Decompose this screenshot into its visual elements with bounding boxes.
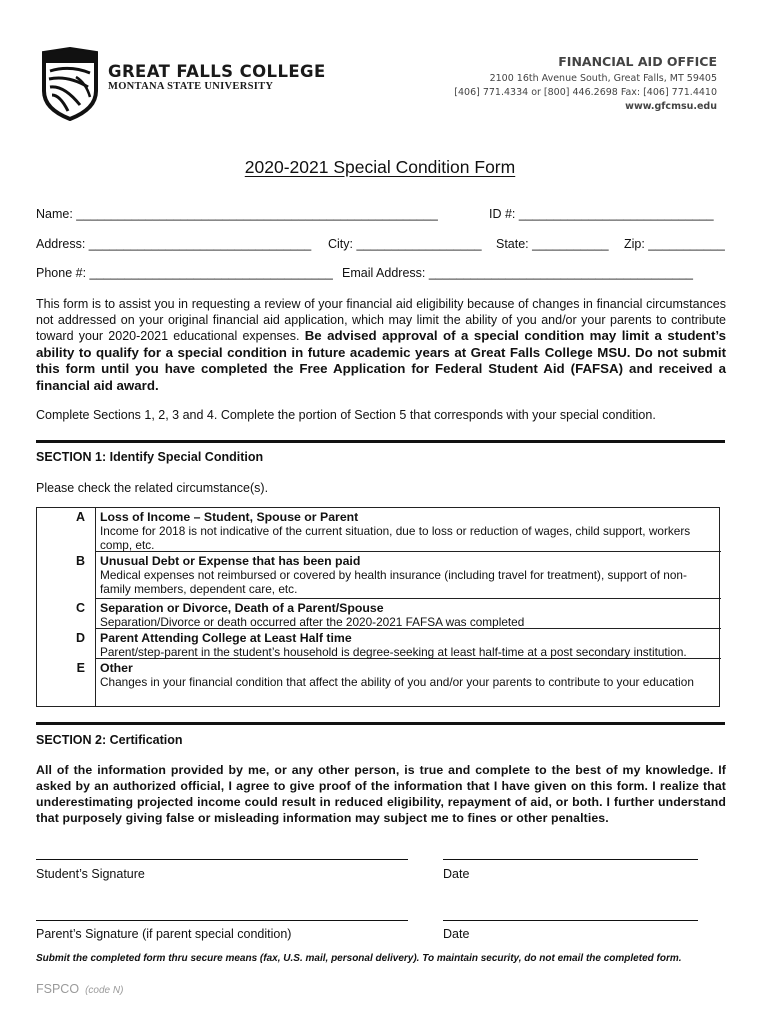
intro-text: This form is to assist you in requesting a review of your financial aid eligibility because of changes in financial circumstances not addressed on your original financial aid application, which may limit the ability of you and/or your parents to contribute toward your 2020-2021 educational expenses. bbox=[36, 297, 726, 343]
condition-row-a bbox=[96, 508, 721, 552]
student-signature-line[interactable] bbox=[36, 859, 408, 860]
form-code-note: (code N) bbox=[85, 985, 124, 996]
id-field[interactable]: ID #: ____________________________ bbox=[489, 207, 714, 221]
form-code bbox=[36, 982, 123, 996]
name-field[interactable]: Name: ____________________________________________________ bbox=[36, 207, 438, 221]
condition-checkbox-d[interactable]: D bbox=[75, 631, 85, 645]
office-phones: [406] 771.4334 or [800] 446.2698 Fax: [406] 771.4410 bbox=[454, 87, 717, 98]
condition-description: Changes in your financial condition that affect the ability of you and/or your parents to contribute to your education bbox=[100, 675, 694, 689]
condition-description: Medical expenses not reimbursed or covered by health insurance (including travel for treatment), support of non-family members, dependent care, etc. bbox=[100, 568, 687, 596]
condition-checkbox-b[interactable]: B bbox=[75, 554, 85, 568]
condition-row-c bbox=[96, 599, 721, 629]
section-divider bbox=[36, 722, 725, 725]
condition-checkbox-c[interactable]: C bbox=[75, 601, 85, 615]
condition-row-b bbox=[96, 552, 721, 599]
condition-title: Other bbox=[100, 661, 133, 675]
office-address: 2100 16th Avenue South, Great Falls, MT 59405 bbox=[489, 73, 717, 84]
city-field[interactable]: City: __________________ bbox=[328, 237, 482, 251]
condition-description: Separation/Divorce or death occurred after the 2020-2021 FAFSA was completed bbox=[100, 615, 525, 629]
certification-text: All of the information provided by me, or any other person, is true and complete to the best of my knowledge. If asked by an authorized official, I agree to give proof of the information that I have given on this form. I realize that underestimating projected income could result in reduced eligibility, repayment of aid, or both. I further understand that purposely giving false or misleading information may subject me to fines or other penalties. bbox=[36, 763, 726, 825]
section1-prompt: Please check the related circumstance(s). bbox=[36, 481, 269, 495]
state-field[interactable]: State: ___________ bbox=[496, 237, 609, 251]
condition-checkbox-a[interactable]: A bbox=[75, 510, 85, 524]
condition-letter-column bbox=[37, 508, 95, 706]
college-name: GREAT FALLS COLLEGE bbox=[108, 62, 326, 81]
condition-title: Separation or Divorce, Death of a Parent/Spouse bbox=[100, 601, 384, 615]
intro-paragraph bbox=[36, 297, 726, 394]
condition-title: Loss of Income – Student, Spouse or Parent bbox=[100, 510, 359, 524]
condition-row-e bbox=[96, 659, 721, 706]
condition-title: Parent Attending College at Least Half time bbox=[100, 631, 352, 645]
condition-row-d bbox=[96, 629, 721, 659]
form-code-text: FSPCO bbox=[36, 982, 80, 996]
condition-description: Parent/step-parent in the student’s household is degree-seeking at least half-time at a post secondary institution. bbox=[100, 645, 687, 659]
student-date-label: Date bbox=[443, 867, 470, 881]
section1-title: SECTION 1: Identify Special Condition bbox=[36, 450, 264, 464]
section2-title: SECTION 2: Certification bbox=[36, 733, 183, 747]
zip-field[interactable]: Zip: ___________ bbox=[624, 237, 725, 251]
condition-description: Income for 2018 is not indicative of the current situation, due to loss or reduction of wages, child support, workers comp, etc. bbox=[100, 524, 691, 552]
college-shield-logo-icon bbox=[40, 47, 100, 121]
parent-date-line[interactable] bbox=[443, 920, 698, 921]
parent-signature-line[interactable] bbox=[36, 920, 408, 921]
phone-field[interactable]: Phone #: ___________________________________ bbox=[36, 266, 333, 280]
instructions: Complete Sections 1, 2, 3 and 4. Complete the portion of Section 5 that corresponds with your special condition. bbox=[36, 408, 656, 422]
intro-warning: Be advised approval of a special condition may limit a student’s ability to qualify for a special condition in future academic years at Great Falls College MSU. Do not submit this form until you have completed the Free Application for Federal Student Aid (FAFSA) and received a financial aid award. bbox=[36, 328, 726, 393]
office-title: FINANCIAL AID OFFICE bbox=[558, 54, 717, 69]
parent-signature-label: Parent’s Signature (if parent special condition) bbox=[36, 927, 292, 941]
section-divider bbox=[36, 440, 725, 443]
conditions-table bbox=[36, 507, 720, 707]
email-field[interactable]: Email Address: ______________________________________ bbox=[342, 266, 694, 280]
student-date-line[interactable] bbox=[443, 859, 698, 860]
form-title: 2020-2021 Special Condition Form bbox=[244, 157, 516, 177]
office-website: www.gfcmsu.edu bbox=[625, 101, 717, 112]
student-signature-label: Student’s Signature bbox=[36, 867, 145, 881]
address-field[interactable]: Address: ________________________________ bbox=[36, 237, 312, 251]
parent-date-label: Date bbox=[443, 927, 470, 941]
condition-title: Unusual Debt or Expense that has been paid bbox=[100, 554, 361, 568]
condition-description-column bbox=[95, 508, 721, 706]
submit-note: Submit the completed form thru secure means (fax, U.S. mail, personal delivery). To maintain security, do not email the completed form. bbox=[36, 953, 682, 964]
condition-checkbox-e[interactable]: E bbox=[76, 661, 85, 675]
university-name: MONTANA STATE UNIVERSITY bbox=[108, 81, 274, 92]
